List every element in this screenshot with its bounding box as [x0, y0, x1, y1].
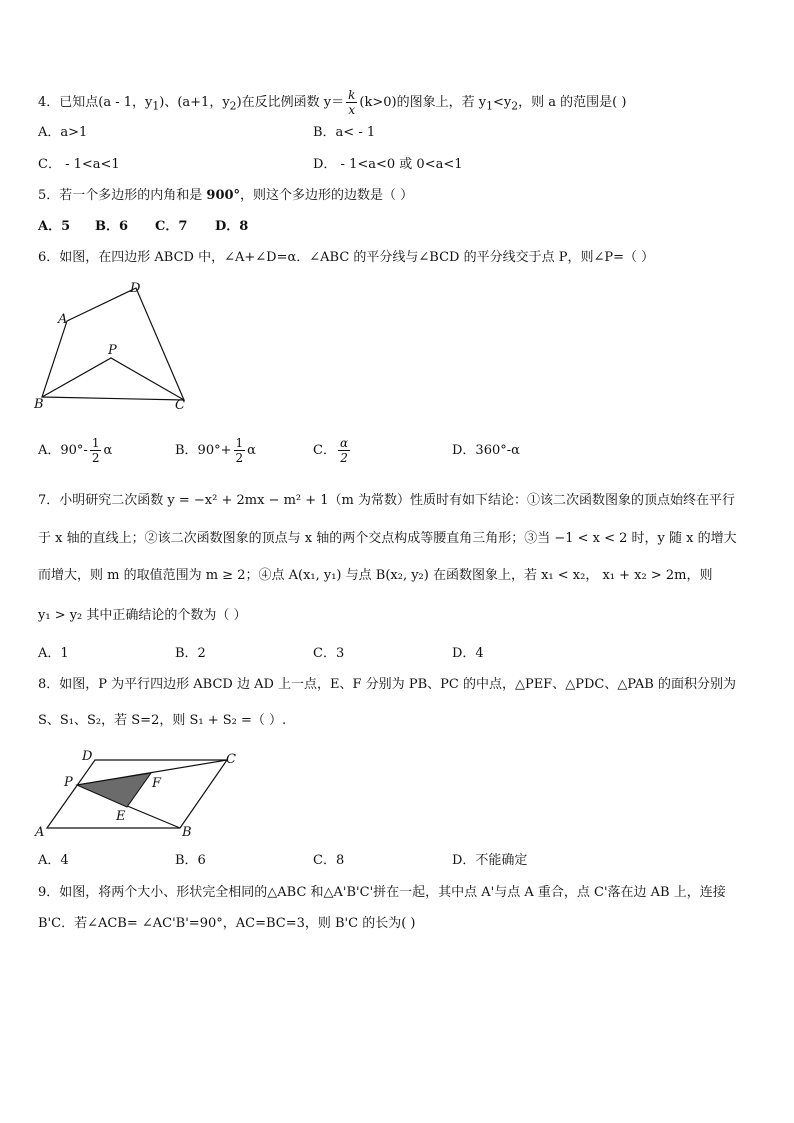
q7-line-3: 而增大，则 m 的取值范围为 m ≥ 2；④点 A(x₁, y₁) 与点 B(x₂, y₂) 在函数图象上，若 x₁ < x₂， x₁ + x₂ > 2m，则 [38, 568, 713, 583]
q7-line-4: y₁ > y₂ 其中正确结论的个数为（ ） [38, 608, 247, 623]
q8-parallelogram-figure [30, 745, 245, 840]
q8-line-2: S、S₁、S₂，若 S=2，则 S₁ + S₂ =（ ）. [38, 713, 287, 728]
q9-line-1: 9．如图，将两个大小、形状完全相同的△ABC 和△A'B'C'拼在一起，其中点 A'与点 A 重合，点 C'落在边 AB 上，连接 [38, 885, 726, 900]
q6-label-c: C [175, 398, 185, 413]
q6-quadrilateral-figure [30, 278, 200, 413]
q6-option-a: A．90°- $\frac{1}{2}$ α [38, 436, 113, 465]
q8-label-c: C [226, 752, 236, 767]
q8-label-d: D [82, 749, 93, 764]
q8-label-b: B [182, 825, 192, 840]
q7-line-2: 于 x 轴的直线上；②该二次函数图象的顶点与 x 轴的两个交点构成等腰直角三角形；③当 −1 < x < 2 时，y 随 x 的增大 [38, 531, 737, 546]
q6-label-a: A [58, 312, 68, 327]
q6-label-d: D [130, 281, 141, 296]
q8-label-p: P [64, 775, 73, 790]
q8-label-f: F [152, 776, 162, 791]
q5-stem: 5．若一个多边形的内角和是 900°，则这个多边形的边数是（ ） [38, 188, 414, 203]
q9-line-2: B'C．若∠ACB= ∠AC'B'=90°，AC=BC=3，则 B'C 的长为( ) [38, 916, 416, 931]
q8-line-1: 8．如图，P 为平行四边形 ABCD 边 AD 上一点，E、F 分别为 PB、PC 的中点，△PEF、△PDC、△PAB 的面积分别为 [38, 677, 736, 692]
q8-parallelogram-abcd [47, 760, 227, 828]
q8-option-a: A．4 [38, 853, 69, 868]
q7-option-d: D．4 [452, 646, 484, 661]
q4-stem: 4．已知点(a - 1，$y_1$)、(a+1，$y_2$)在反比例函数 y＝ $\frac{k}{x}$ (k>0)的图象上，若 $y_1<y_2$，则 a 的范围是( ) [38, 88, 627, 117]
q5-option-c: C．7 [155, 219, 188, 234]
q4-fraction: $\frac{k}{x}$ [348, 88, 356, 117]
q8-option-c: C．8 [313, 853, 345, 868]
q4-option-a: A．a>1 [38, 125, 88, 140]
q6-option-c: C． $\frac{\alpha}{2}$ [313, 436, 349, 465]
q5-option-d: D．8 [215, 219, 249, 234]
q6-bisectors [42, 358, 184, 400]
q6-option-b: B．90°+ $\frac{1}{2}$ α [175, 436, 256, 465]
q6-label-p: P [108, 343, 117, 358]
q4-option-d: D． - 1<a<0 或 0<a<1 [313, 157, 463, 172]
q8-label-a: A [35, 825, 45, 840]
q7-line-1: 7．小明研究二次函数 y = −x² + 2mx − m² + 1（m 为常数）性质时有如下结论：①该二次函数图象的顶点始终在平行 [38, 493, 736, 508]
q8-option-b: B．6 [175, 853, 206, 868]
q8-label-e: E [116, 809, 126, 824]
q8-option-d: D．不能确定 [452, 853, 528, 868]
q8-triangle-pef [77, 773, 151, 807]
q7-option-a: A．1 [38, 646, 69, 661]
q4-option-b: B．a< - 1 [313, 125, 376, 140]
q6-option-d: D．360°-α [452, 443, 520, 458]
q6-label-b: B [34, 397, 44, 412]
q5-option-b: B．6 [95, 219, 129, 234]
q4-option-c: C． - 1<a<1 [38, 157, 120, 172]
q7-option-c: C．3 [313, 646, 345, 661]
q5-option-a: A．5 [38, 219, 71, 234]
q7-option-b: B．2 [175, 646, 206, 661]
q6-stem: 6．如图，在四边形 ABCD 中，∠A+∠D=α．∠ABC 的平分线与∠BCD 的平分线交于点 P，则∠P=（ ） [38, 250, 655, 265]
